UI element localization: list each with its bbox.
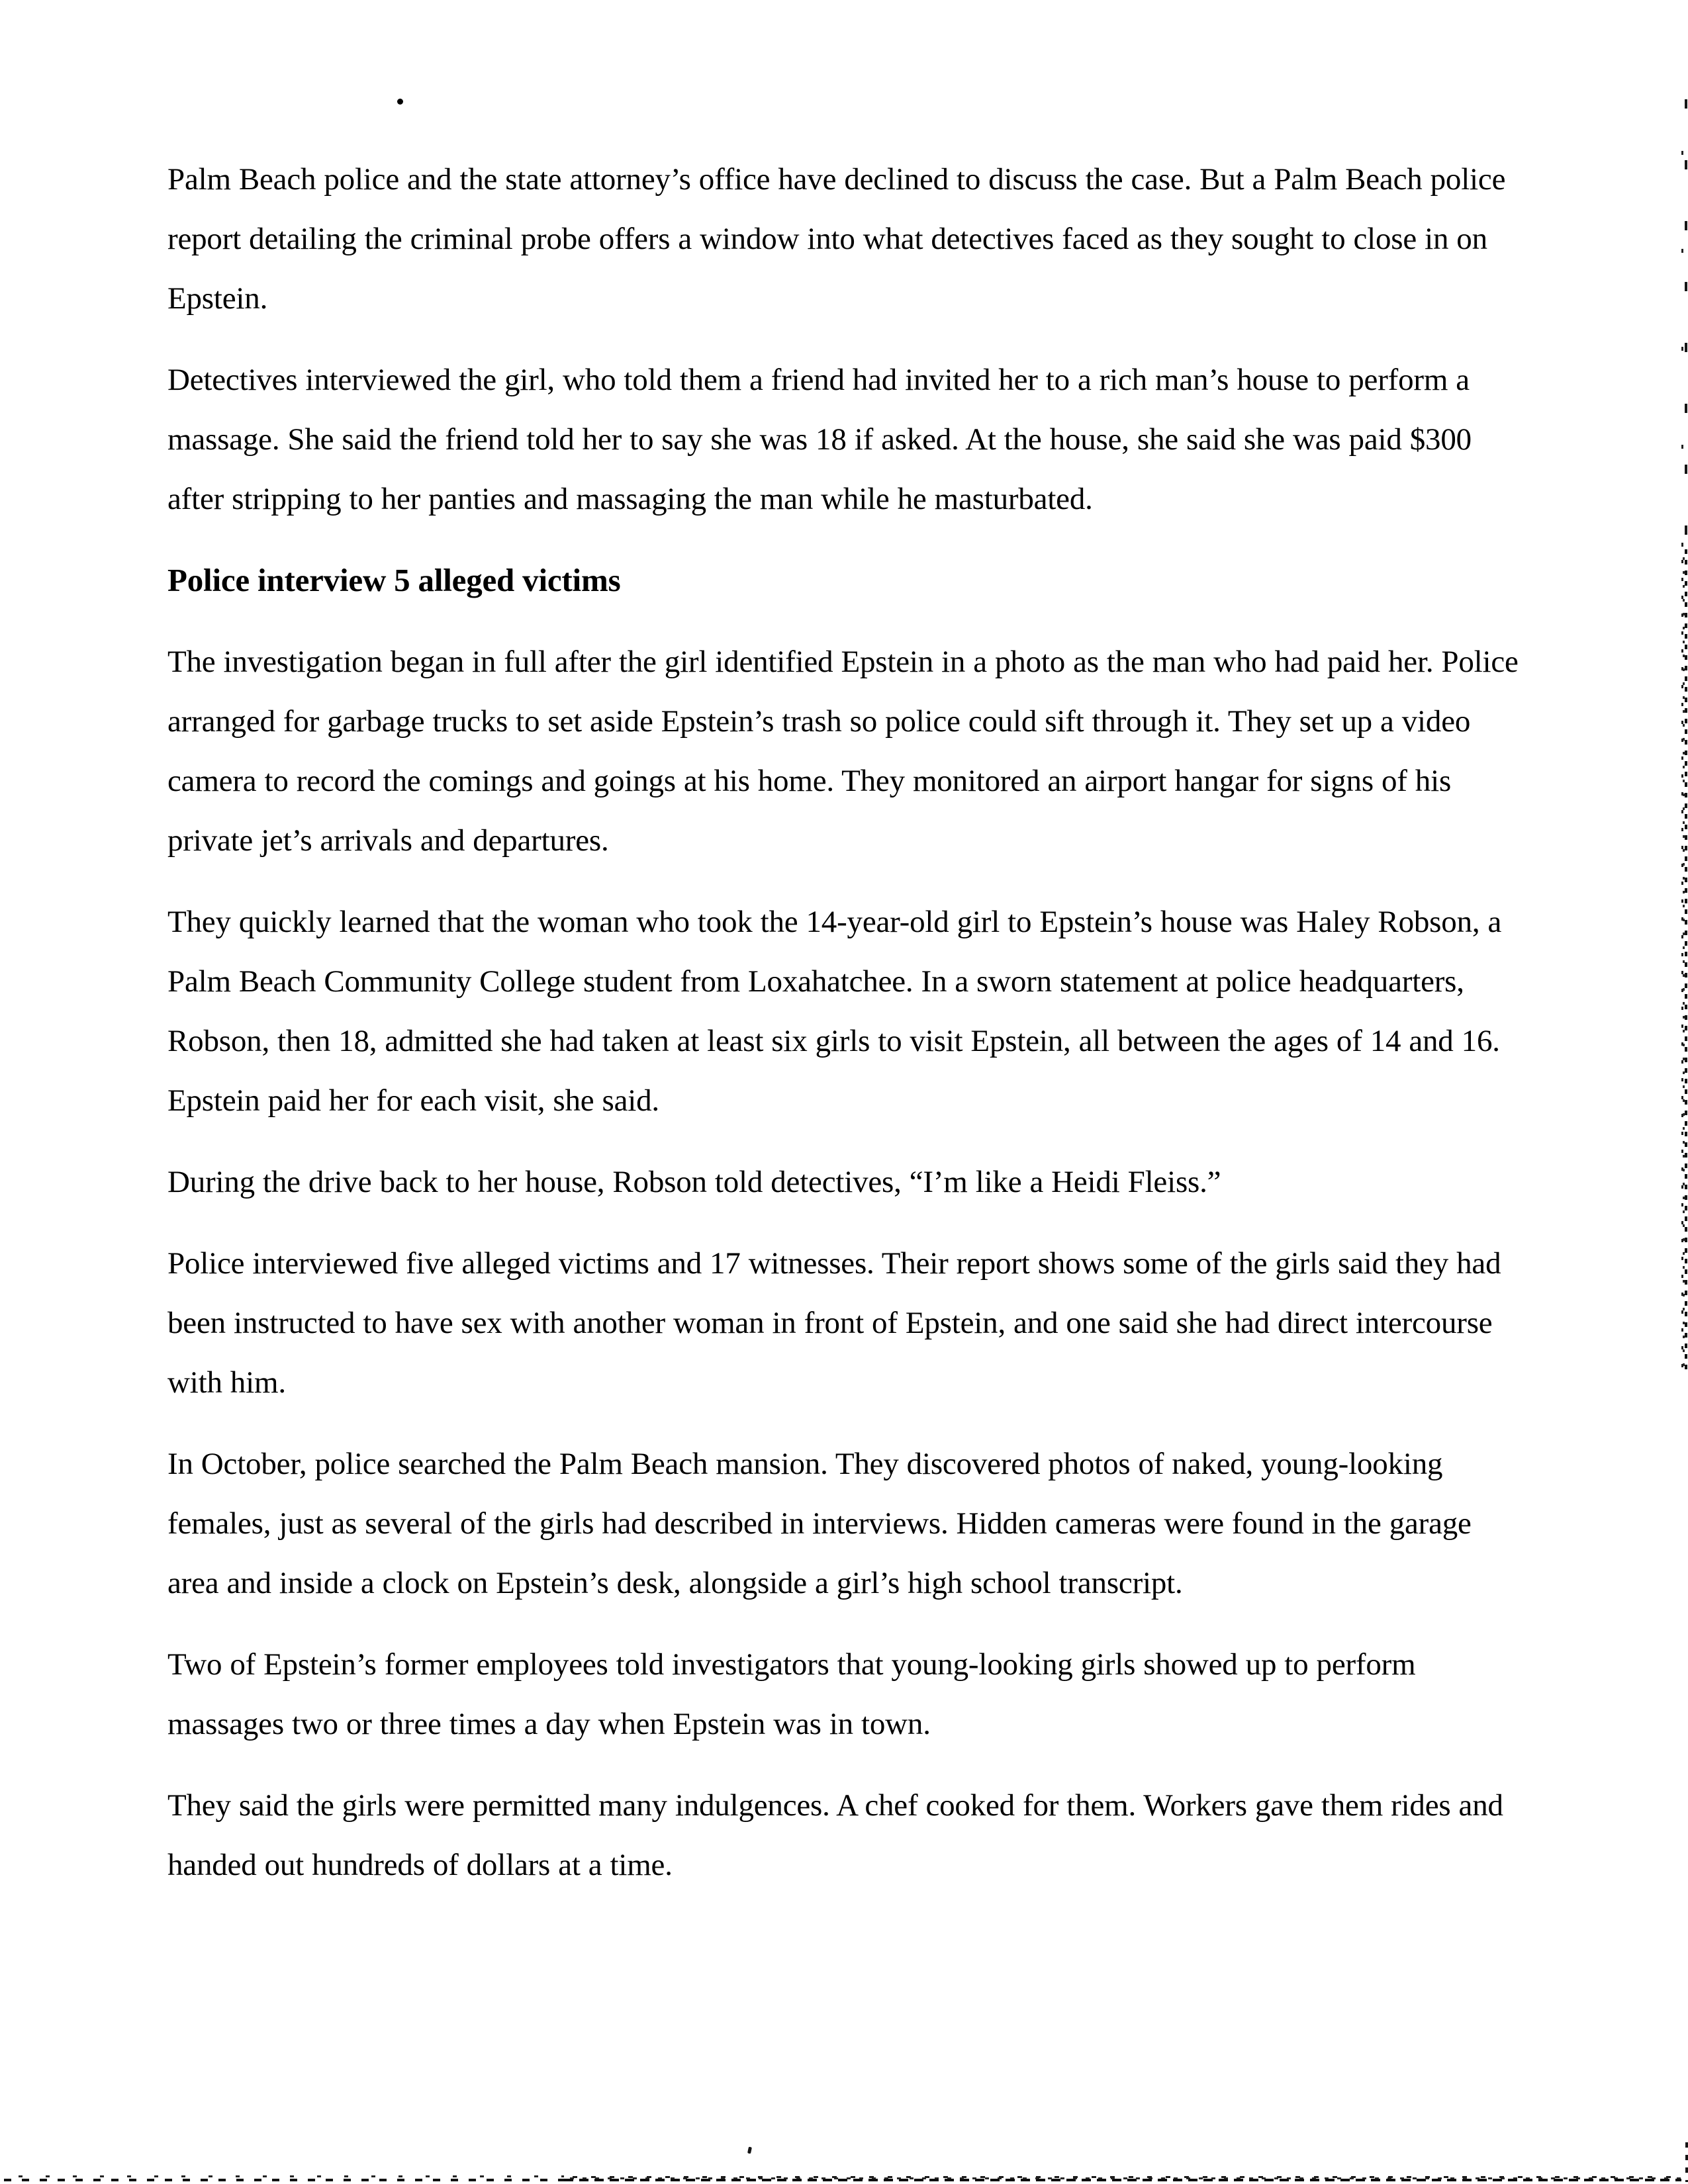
article-body xyxy=(167,150,1521,1917)
paragraph: During the drive back to her house, Robson told detectives, “I’m like a Heidi Fleiss.” xyxy=(167,1165,1221,1199)
ink-speck-top xyxy=(397,99,403,105)
paragraph: In October, police searched the Palm Beach mansion. They discovered photos of naked, young-looking females, just as several of the girls had described in interviews. Hidden cameras were found in the garage area and inside a clock on Epstein’s desk, alongside a girl’s high school transcript. xyxy=(167,1447,1472,1600)
paragraph: Detectives interviewed the girl, who told them a friend had invited her to a rich man’s house to perform a massage. She said the friend told her to say she was 18 if asked. At the house, she said she was paid $300 after stripping to her panties and massaging the man while he masturbated. xyxy=(167,363,1472,516)
scan-noise-right-edge-upper xyxy=(1680,99,1688,549)
paragraph: Palm Beach police and the state attorney’s office have declined to discuss the case. But a Palm Beach police report detailing the criminal probe offers a window into what detectives faced as they sought to close in on Epstein. xyxy=(167,162,1506,316)
scan-noise-bottom-edge-left xyxy=(4,2175,564,2182)
scan-noise-right-edge-corner xyxy=(1681,2141,1688,2182)
scan-noise-right-edge-dense xyxy=(1679,549,1688,1370)
scan-noise-bottom-edge-right xyxy=(564,2175,1681,2182)
ink-speck-bottom xyxy=(747,2147,752,2154)
paragraph: They quickly learned that the woman who took the 14-year-old girl to Epstein’s house was Haley Robson, a Palm Beach Community College student from Loxahatchee. In a sworn statement at police headquarters, Robson, then 18, admitted she had taken at least six girls to visit Epstein, all between the ages of 14 and 16. Epstein paid her for each visit, she said. xyxy=(167,905,1502,1118)
section-heading: Police interview 5 alleged victims xyxy=(167,562,621,598)
paragraph: The investigation began in full after the girl identified Epstein in a photo as the man who had paid her. Police arranged for garbage trucks to set aside Epstein’s trash so police could sift through it. They set up a video camera to record the comings and goings at his home. They monitored an airport hangar for signs of his private jet’s arrivals and departures. xyxy=(167,645,1519,858)
paragraph: They said the girls were permitted many indulgences. A chef cooked for them. Workers gave them rides and handed out hundreds of dollars at a time. xyxy=(167,1788,1503,1882)
paragraph: Police interviewed five alleged victims and 17 witnesses. Their report shows some of the girls said they had been instructed to have sex with another woman in front of Epstein, and one said she had direct intercourse with him. xyxy=(167,1246,1501,1400)
paragraph: Two of Epstein’s former employees told investigators that young-looking girls showed up to perform massages two or three times a day when Epstein was in town. xyxy=(167,1647,1416,1741)
